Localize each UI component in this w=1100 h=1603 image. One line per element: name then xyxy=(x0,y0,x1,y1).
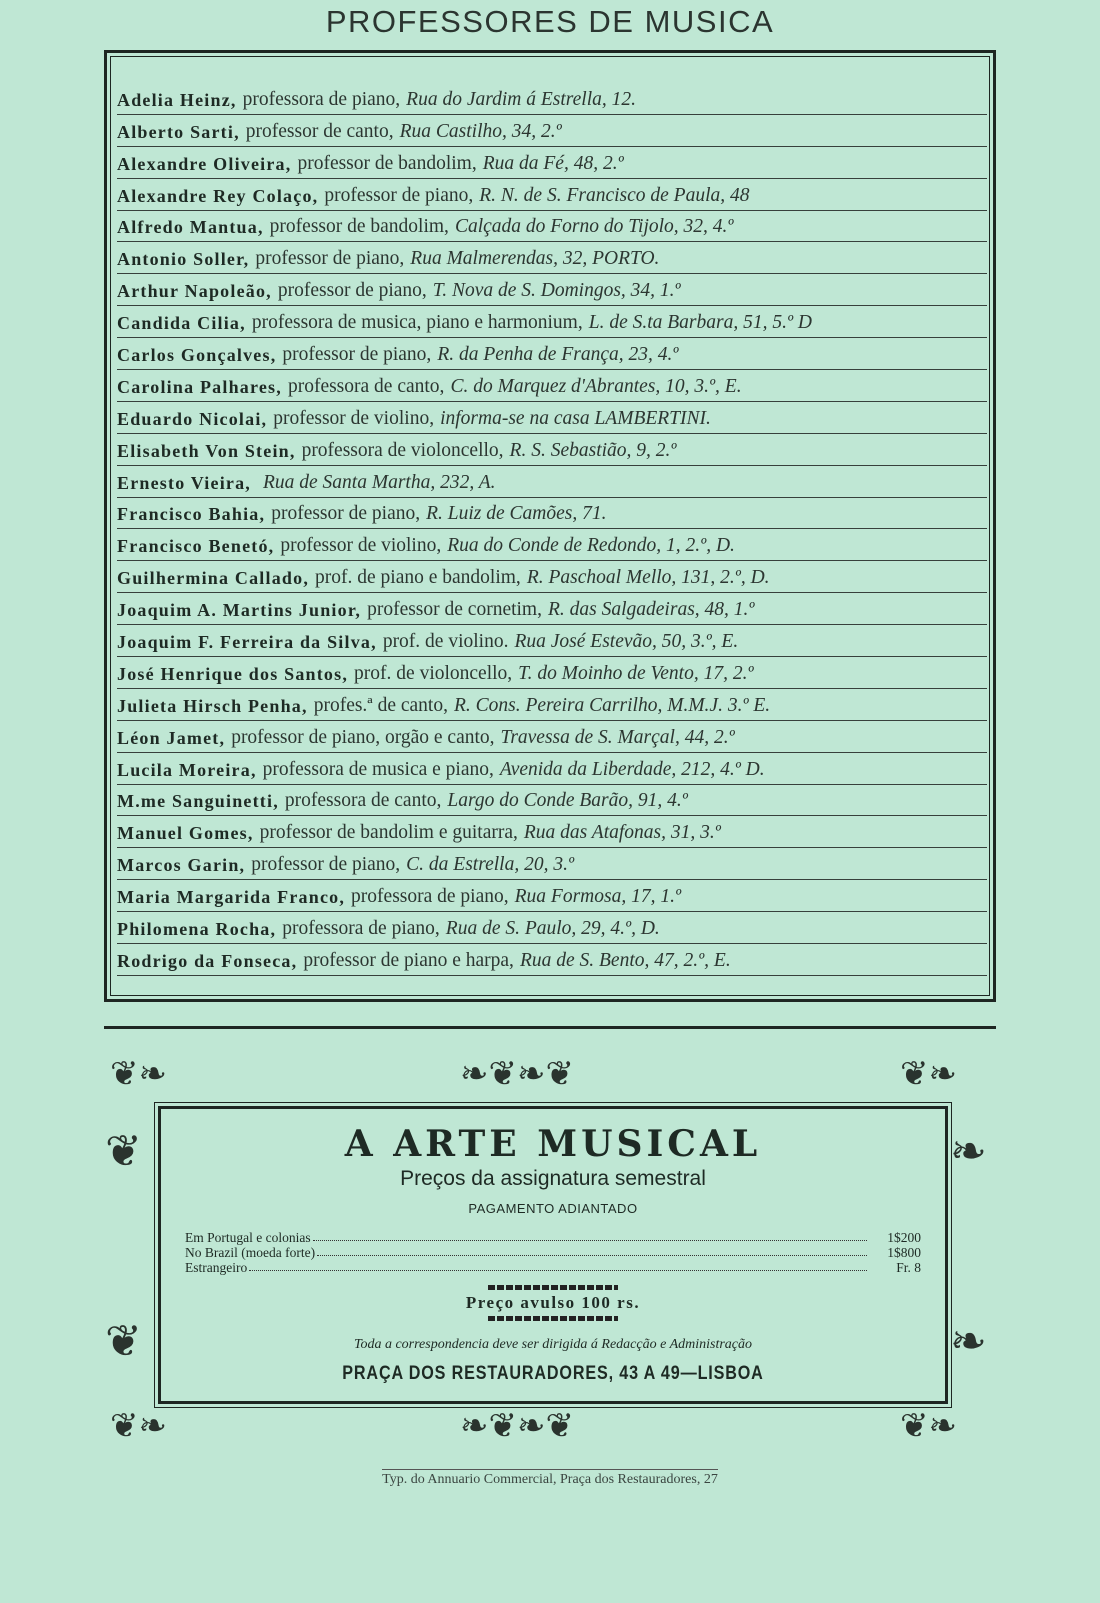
teacher-specialty: profes.ª de canto, xyxy=(313,694,448,716)
teacher-name: Julieta Hirsch Penha, xyxy=(117,695,308,716)
teacher-entry xyxy=(117,434,987,466)
teacher-entry xyxy=(117,848,987,880)
teacher-entry xyxy=(117,115,987,147)
teacher-entry xyxy=(117,625,987,657)
teacher-address: Rua Formosa, 17, 1.º xyxy=(514,886,682,908)
scroll-ornament-icon: ❧❦❧❦ xyxy=(460,1408,574,1445)
teacher-specialty: professor de piano, xyxy=(324,184,474,206)
teacher-specialty: professor de piano, xyxy=(271,503,421,525)
teacher-address: Rua do Conde de Redondo, 1, 2.º, D. xyxy=(447,535,735,557)
teacher-address: R. S. Sebastião, 9, 2.º xyxy=(509,439,677,461)
teacher-specialty: prof. de violino. xyxy=(382,631,509,653)
teacher-specialty: professor de cornetim, xyxy=(367,599,542,621)
teacher-name: Guilhermina Callado, xyxy=(117,568,310,589)
scroll-ornament-icon: ❦❧ xyxy=(110,1408,167,1445)
scroll-ornament-icon: ❦❧ xyxy=(900,1408,957,1445)
teacher-specialty: professor de piano, xyxy=(277,280,427,302)
teacher-specialty: professora de canto, xyxy=(287,375,445,397)
teacher-specialty: professor de bandolim e guitarra, xyxy=(259,822,518,844)
teacher-name: Adelia Heinz, xyxy=(117,89,237,110)
teacher-name: Marcos Garin, xyxy=(117,855,246,876)
teacher-entry xyxy=(117,816,987,848)
teacher-specialty: professora de musica e piano, xyxy=(262,758,494,780)
teacher-name: Manuel Gomes, xyxy=(117,823,254,844)
decorative-rule xyxy=(488,1316,618,1321)
teacher-name: Rodrigo da Fonseca, xyxy=(117,950,298,971)
leader-dots xyxy=(249,1260,867,1271)
teacher-name: Eduardo Nicolai, xyxy=(117,408,268,429)
scroll-ornament-icon: ❦❧ xyxy=(900,1056,957,1093)
teacher-name: Joaquim A. Martins Junior, xyxy=(117,600,362,621)
advert-subtitle: Preços da assignatura semestral xyxy=(400,1167,706,1190)
teacher-specialty: professor de canto, xyxy=(245,120,394,142)
teacher-specialty: professora de musica, piano e harmonium, xyxy=(251,312,583,334)
office-address: PRAÇA DOS RESTAURADORES, 43 A 49—LISBOA xyxy=(342,1363,764,1384)
teacher-address: Avenida da Liberdade, 212, 4.º D. xyxy=(499,758,765,780)
teacher-name: Francisco Bahia, xyxy=(117,504,266,525)
teacher-name: José Henrique dos Santos, xyxy=(117,663,349,684)
teacher-address: Rua do Jardim á Estrella, 12. xyxy=(406,88,637,110)
teacher-name: Antonio Soller, xyxy=(117,249,250,270)
teacher-name: Alexandre Rey Colaço, xyxy=(117,185,319,206)
price-row xyxy=(185,1230,921,1245)
teacher-entry xyxy=(117,498,987,530)
printer-credit-text: Typ. do Annuario Commercial, Praça dos Restauradores, 27 xyxy=(382,1469,718,1487)
advert-title: A ARTE MUSICAL xyxy=(344,1123,762,1165)
teacher-address: Rua José Estevão, 50, 3.º, E. xyxy=(514,631,739,653)
teacher-specialty: professor de piano, xyxy=(282,344,432,366)
teacher-entry xyxy=(117,785,987,817)
teacher-entry xyxy=(117,179,987,211)
teacher-name: Francisco Benetó, xyxy=(117,536,275,557)
teacher-entry xyxy=(117,753,987,785)
leader-dots xyxy=(313,1230,867,1241)
teacher-address: R. das Salgadeiras, 48, 1.º xyxy=(547,599,755,621)
teacher-specialty: professora de piano, xyxy=(282,918,440,940)
correspondence-note: Toda a correspondencia deve ser dirigida á Redacção e Administração xyxy=(353,1337,753,1352)
single-issue-price: Preço avulso 100 rs. xyxy=(465,1293,641,1312)
teacher-address: T. Nova de S. Domingos, 34, 1.º xyxy=(432,280,681,302)
scroll-ornament-icon: ❧ xyxy=(950,1127,987,1176)
price-row xyxy=(185,1245,921,1260)
teacher-specialty: professor de piano, orgão e canto, xyxy=(231,726,495,748)
teacher-name: Candida Cilia, xyxy=(117,313,246,334)
teacher-specialty: professor de violino, xyxy=(273,407,435,429)
decorative-rule xyxy=(488,1285,618,1290)
teacher-entry xyxy=(117,211,987,243)
teacher-entry xyxy=(117,370,987,402)
teacher-address: Rua das Atafonas, 31, 3.º xyxy=(523,822,721,844)
teacher-name: Lucila Moreira, xyxy=(117,759,257,780)
teacher-name: M.me Sanguinetti, xyxy=(117,791,279,812)
teacher-specialty: professora de piano, xyxy=(351,886,509,908)
subscription-advert xyxy=(158,1106,948,1404)
teacher-address: Rua de S. Bento, 47, 2.º, E. xyxy=(519,949,731,971)
teacher-entry xyxy=(117,593,987,625)
teacher-specialty: professor de piano, xyxy=(251,854,401,876)
teacher-address: Rua de Santa Martha, 232, A. xyxy=(262,471,496,493)
teacher-name: Alberto Sarti, xyxy=(117,121,240,142)
price-label: Estrangeiro xyxy=(185,1260,248,1275)
teacher-entry xyxy=(117,466,987,498)
teacher-address: R. da Penha de França, 23, 4.º xyxy=(437,344,679,366)
teacher-specialty: professora de violoncello, xyxy=(301,439,504,461)
teacher-address: Rua de S. Paulo, 29, 4.º, D. xyxy=(445,918,660,940)
teacher-entry xyxy=(117,721,987,753)
teacher-entry xyxy=(117,274,987,306)
price-list xyxy=(185,1230,921,1275)
teacher-name: Ernesto Vieira, xyxy=(117,472,251,493)
teacher-specialty: professor de piano, xyxy=(255,248,405,270)
leader-dots xyxy=(317,1245,867,1256)
teacher-address: Calçada do Forno do Tijolo, 32, 4.º xyxy=(454,216,734,238)
teacher-name: Arthur Napoleão, xyxy=(117,281,272,302)
teacher-specialty: professor de bandolim, xyxy=(269,216,449,238)
teacher-name: Joaquim F. Ferreira da Silva, xyxy=(117,632,377,653)
teacher-entry xyxy=(117,402,987,434)
price-value: 1$200 xyxy=(887,1230,921,1245)
scroll-ornament-icon: ❦ xyxy=(105,1127,142,1176)
price-value: 1$800 xyxy=(887,1245,921,1260)
page-title: PROFESSORES DE MUSICA xyxy=(325,4,775,39)
teacher-entry xyxy=(117,657,987,689)
teacher-name: Maria Margarida Franco, xyxy=(117,887,346,908)
teacher-name: Philomena Rocha, xyxy=(117,919,277,940)
teacher-address: R. Paschoal Mello, 131, 2.º, D. xyxy=(526,567,770,589)
teacher-entry xyxy=(117,306,987,338)
teacher-entry xyxy=(117,912,987,944)
teacher-entry xyxy=(117,147,987,179)
teacher-address: Rua Malmerendas, 32, PORTO. xyxy=(410,248,660,270)
teacher-name: Elisabeth Von Stein, xyxy=(117,440,296,461)
teacher-specialty: professor de bandolim, xyxy=(297,152,477,174)
teacher-name: Carolina Palhares, xyxy=(117,376,282,397)
teacher-entry xyxy=(117,338,987,370)
teacher-name: Alfredo Mantua, xyxy=(117,217,264,238)
teacher-specialty: professora de piano, xyxy=(242,88,401,110)
teacher-address: Travessa de S. Marçal, 44, 2.º xyxy=(500,726,735,748)
teacher-name: Carlos Gonçalves, xyxy=(117,345,277,366)
scroll-ornament-icon: ❦ xyxy=(105,1317,142,1366)
teacher-address: R. Cons. Pereira Carrilho, M.M.J. 3.º E. xyxy=(453,694,771,716)
teacher-specialty: professora de canto, xyxy=(284,790,442,812)
teacher-address: R. Luiz de Camões, 71. xyxy=(426,503,607,525)
teacher-specialty: prof. de piano e bandolim, xyxy=(315,567,521,589)
teacher-entry xyxy=(117,561,987,593)
scroll-ornament-icon: ❧❦❧❦ xyxy=(460,1056,574,1093)
section-divider xyxy=(104,1026,996,1029)
teacher-name: Alexandre Oliveira, xyxy=(117,153,292,174)
teacher-entry xyxy=(117,529,987,561)
price-label: No Brazil (moeda forte) xyxy=(185,1245,316,1260)
printer-credit xyxy=(0,1472,1100,1488)
teacher-address: R. N. de S. Francisco de Paula, 48 xyxy=(479,184,750,206)
teacher-address: Largo do Conde Barão, 91, 4.º xyxy=(447,790,688,812)
teacher-address: informa-se na casa LAMBERTINI. xyxy=(440,407,711,429)
music-teachers-list xyxy=(104,50,996,1002)
teacher-address: L. de S.ta Barbara, 51, 5.º D xyxy=(588,312,812,334)
price-label: Em Portugal e colonias xyxy=(185,1230,311,1245)
payment-note: PAGAMENTO ADIANTADO xyxy=(468,1201,638,1216)
teacher-name: Léon Jamet, xyxy=(117,727,226,748)
teacher-specialty: professor de violino, xyxy=(280,535,442,557)
teacher-entry xyxy=(117,242,987,274)
teacher-entry xyxy=(117,689,987,721)
teacher-specialty: professor de piano e harpa, xyxy=(303,949,514,971)
scroll-ornament-icon: ❦❧ xyxy=(110,1056,167,1093)
teacher-address: C. do Marquez d'Abrantes, 10, 3.º, E. xyxy=(450,375,742,397)
price-value: Fr. 8 xyxy=(896,1260,921,1275)
teacher-specialty: prof. de violoncello, xyxy=(354,662,513,684)
teacher-rows xyxy=(117,83,987,976)
price-row xyxy=(185,1260,921,1275)
teacher-address: Rua da Fé, 48, 2.º xyxy=(482,152,624,174)
scroll-ornament-icon: ❧ xyxy=(950,1317,987,1366)
teacher-address: T. do Moinho de Vento, 17, 2.º xyxy=(518,662,754,684)
teacher-entry xyxy=(117,880,987,912)
teacher-entry xyxy=(117,83,987,115)
teacher-entry xyxy=(117,944,987,976)
teacher-address: Rua Castilho, 34, 2.º xyxy=(399,120,562,142)
teacher-address: C. da Estrella, 20, 3.º xyxy=(406,854,574,876)
